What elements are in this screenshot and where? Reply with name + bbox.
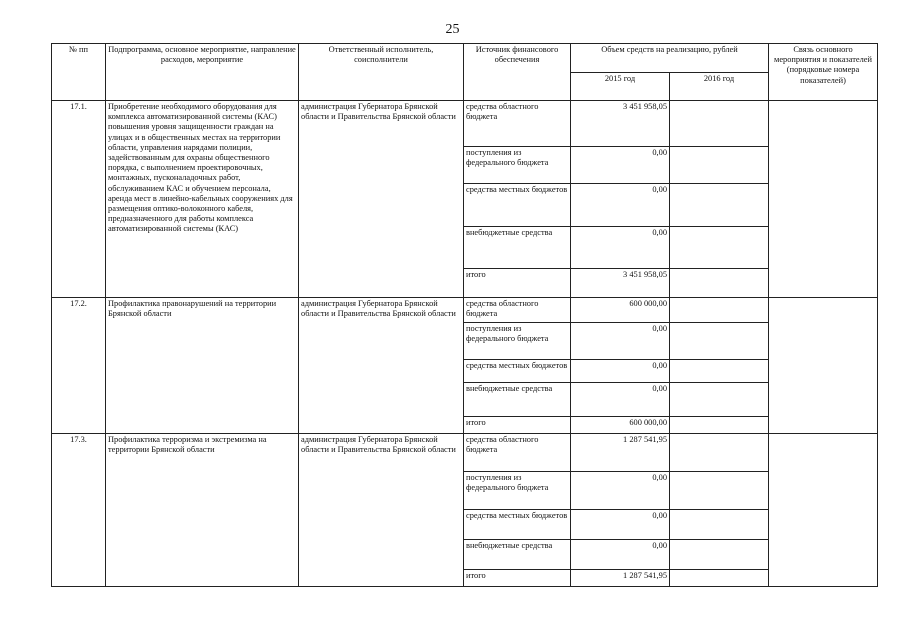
amount-2015: 3 451 958,05 <box>571 101 670 147</box>
table-row <box>52 101 878 147</box>
source-label: средства местных бюджетов <box>464 360 571 383</box>
page-number: 25 <box>445 22 460 37</box>
amount-2015: 0,00 <box>571 323 670 360</box>
amount-2016 <box>670 227 769 269</box>
header-volume: Объем средств на реализацию, рублей <box>571 44 769 73</box>
indicator-link <box>769 101 878 298</box>
total-amount-2016 <box>670 269 769 298</box>
amount-2015: 1 287 541,95 <box>571 434 670 472</box>
amount-2016 <box>670 434 769 472</box>
source-label: внебюджетные средства <box>464 227 571 269</box>
source-label: средства местных бюджетов <box>464 510 571 540</box>
total-amount-2016 <box>670 570 769 587</box>
executor: администрация Губернатора Брянской области и Правительства Брянской области <box>299 298 464 434</box>
total-label: итого <box>464 417 571 434</box>
source-label: поступления из федерального бюджета <box>464 147 571 184</box>
executor: администрация Губернатора Брянской области и Правительства Брянской области <box>299 434 464 587</box>
amount-2016 <box>670 184 769 227</box>
row-number: 17.3. <box>52 434 106 587</box>
header-link: Связь основного мероприятия и показателей (порядковые номера показателей) <box>769 44 878 101</box>
source-label: поступления из федерального бюджета <box>464 472 571 510</box>
source-label: поступления из федерального бюджета <box>464 323 571 360</box>
row-number: 17.2. <box>52 298 106 434</box>
header-num: № пп <box>52 44 106 101</box>
amount-2015: 0,00 <box>571 147 670 184</box>
header-subprogram: Подпрограмма, основное мероприятие, направление расходов, мероприятие <box>106 44 299 101</box>
amount-2016 <box>670 298 769 323</box>
amount-2015: 0,00 <box>571 360 670 383</box>
budget-table <box>51 43 878 587</box>
source-label: внебюджетные средства <box>464 383 571 417</box>
amount-2016 <box>670 510 769 540</box>
amount-2016 <box>670 101 769 147</box>
row-number: 17.1. <box>52 101 106 298</box>
indicator-link <box>769 298 878 434</box>
amount-2015: 0,00 <box>571 184 670 227</box>
amount-2016 <box>670 472 769 510</box>
total-label: итого <box>464 570 571 587</box>
total-amount-2015: 600 000,00 <box>571 417 670 434</box>
amount-2016 <box>670 147 769 184</box>
source-label: средства областного бюджета <box>464 434 571 472</box>
activity-name: Профилактика терроризма и экстремизма на территории Брянской области <box>106 434 299 587</box>
indicator-link <box>769 434 878 587</box>
total-amount-2015: 1 287 541,95 <box>571 570 670 587</box>
amount-2016 <box>670 323 769 360</box>
executor: администрация Губернатора Брянской области и Правительства Брянской области <box>299 101 464 298</box>
header-source: Источник финансового обеспечения <box>464 44 571 101</box>
total-amount-2015: 3 451 958,05 <box>571 269 670 298</box>
source-label: внебюджетные средства <box>464 540 571 570</box>
header-executor: Ответственный исполнитель, соисполнители <box>299 44 464 101</box>
amount-2015: 0,00 <box>571 383 670 417</box>
header-2016: 2016 год <box>670 73 769 101</box>
activity-name: Профилактика правонарушений на территории Брянской области <box>106 298 299 434</box>
total-label: итого <box>464 269 571 298</box>
amount-2015: 0,00 <box>571 227 670 269</box>
activity-name: Приобретение необходимого оборудования для комплекса автоматизированной системы (КАС) повышения уровня защищенности граждан на улицах и в общественных местах на территории области, управления нарядами полиции, задействованным для охраны общественного порядка, с выполнением проектировочных, монтажных, пусконаладочных работ, обслуживанием КАС и обучением персонала, аренда мест в линейно-кабельных сооружениях для размещения оптико-волоконного кабеля, предназначенного для работы комплекса автоматизированной системы (КАС) <box>106 101 299 298</box>
source-label: средства областного бюджета <box>464 101 571 147</box>
source-label: средства местных бюджетов <box>464 184 571 227</box>
amount-2016 <box>670 360 769 383</box>
amount-2015: 0,00 <box>571 540 670 570</box>
amount-2015: 0,00 <box>571 510 670 540</box>
table-row <box>52 434 878 472</box>
header-2015: 2015 год <box>571 73 670 101</box>
amount-2015: 600 000,00 <box>571 298 670 323</box>
amount-2015: 0,00 <box>571 472 670 510</box>
total-amount-2016 <box>670 417 769 434</box>
amount-2016 <box>670 540 769 570</box>
source-label: средства областного бюджета <box>464 298 571 323</box>
amount-2016 <box>670 383 769 417</box>
table-row <box>52 298 878 323</box>
